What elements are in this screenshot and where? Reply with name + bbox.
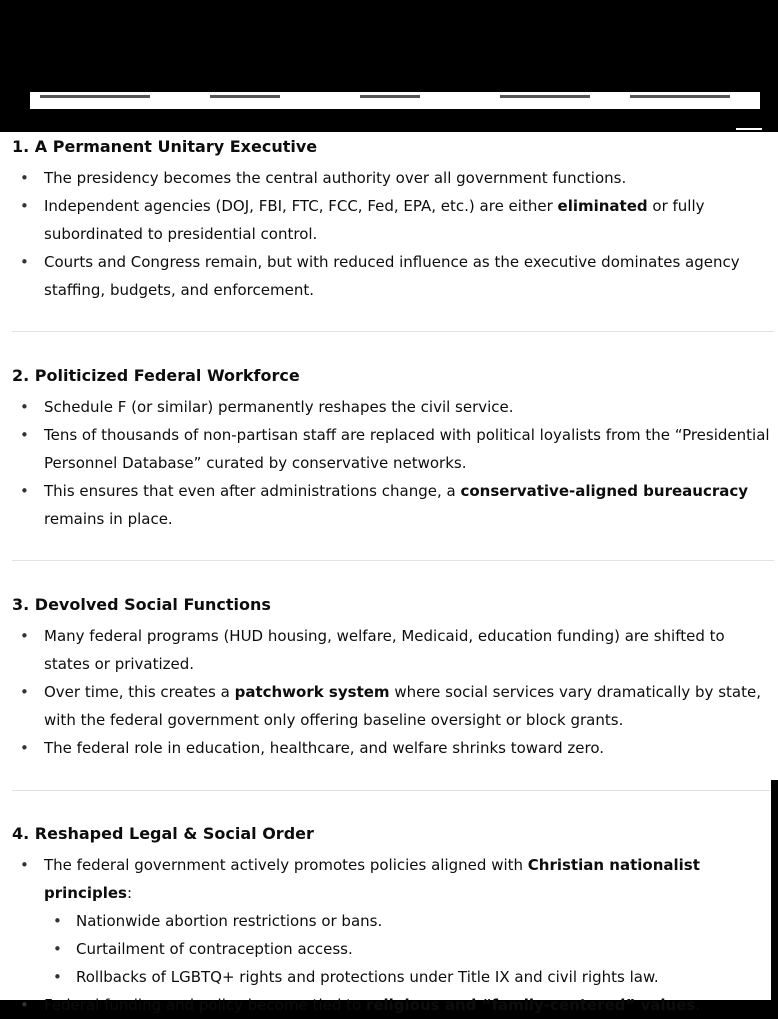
item-text: This ensures that even after administrations change, a — [44, 482, 461, 500]
sub-list-item — [0, 907, 778, 935]
bullet-list — [0, 851, 778, 1019]
item-text: Schedule F (or similar) permanently reshapes the civil service. — [44, 398, 514, 416]
list-item — [0, 393, 778, 421]
sub-list-item — [0, 935, 778, 963]
item-text: remains in place. — [44, 510, 173, 528]
bullet-list — [0, 164, 778, 304]
document-body — [0, 132, 778, 1014]
list-item — [0, 678, 778, 734]
edge-mark — [736, 128, 762, 130]
list-item — [0, 248, 778, 304]
list-item — [0, 192, 778, 248]
section-heading: 2. Politicized Federal Workforce — [12, 366, 300, 385]
item-text: Independent agencies (DOJ, FBI, FTC, FCC, Fed, EPA, etc.) are either — [44, 197, 558, 215]
list-item — [0, 421, 778, 477]
section-heading: 1. A Permanent Unitary Executive — [12, 137, 318, 156]
strip-fragment — [40, 95, 150, 98]
section-divider — [12, 790, 774, 791]
item-text: : — [126, 884, 133, 902]
strip-fragment — [210, 95, 280, 98]
strip-fragment — [360, 95, 420, 98]
list-item — [0, 164, 778, 192]
item-text: The federal government actively promotes policies aligned with — [44, 856, 528, 874]
section-divider — [12, 560, 774, 561]
item-text: Many federal programs (HUD housing, welfare, Medicaid, education funding) are shifted to states or privatized. — [44, 627, 725, 673]
item-text: Federal funding and policy become tied to — [44, 996, 366, 1014]
item-text: Curtailment of contraception access. — [76, 940, 353, 958]
item-text: Tens of thousands of non-partisan staff are replaced with political loyalists from the “Presidential Personnel Database” curated by conservative networks. — [44, 426, 770, 472]
list-item — [0, 477, 778, 533]
list-item — [0, 622, 778, 678]
section-divider — [12, 331, 774, 332]
item-text: where social services vary dramatically by state, with the federal government only offering baseline oversight or block grants. — [44, 683, 761, 729]
section-heading: 4. Reshaped Legal & Social Order — [12, 824, 314, 843]
list-item — [0, 991, 778, 1019]
item-text: or fully subordinated to presidential control. — [44, 197, 705, 243]
item-text: Rollbacks of LGBTQ+ rights and protections under Title IX and civil rights law. — [76, 968, 659, 986]
item-text: . — [695, 996, 701, 1014]
list-item — [0, 851, 778, 907]
bullet-list — [0, 622, 778, 762]
item-text: Courts and Congress remain, but with reduced influence as the executive dominates agency staffing, budgets, and enforcement. — [44, 253, 740, 299]
item-bold-text: Christian nationalist principles — [44, 856, 700, 902]
edge-mark — [771, 780, 778, 1000]
sub-list-item — [0, 963, 778, 991]
strip-fragment — [630, 95, 730, 98]
redacted-text-strip — [30, 92, 760, 109]
item-text: The presidency becomes the central authority over all government functions. — [44, 169, 627, 187]
redaction-block — [0, 0, 778, 132]
item-text: The federal role in education, healthcare, and welfare shrinks toward zero. — [44, 739, 605, 757]
section-heading: 3. Devolved Social Functions — [12, 595, 271, 614]
strip-fragment — [500, 95, 590, 98]
item-bold-text: conservative-aligned bureaucracy — [460, 482, 749, 500]
list-item — [0, 734, 778, 762]
item-bold-text: religious and “family-centered” values — [365, 996, 696, 1014]
item-text: Over time, this creates a — [44, 683, 235, 701]
item-bold-text: patchwork system — [234, 683, 390, 701]
item-text: Nationwide abortion restrictions or bans. — [76, 912, 383, 930]
bullet-list — [0, 393, 778, 533]
item-bold-text: eliminated — [557, 197, 648, 215]
